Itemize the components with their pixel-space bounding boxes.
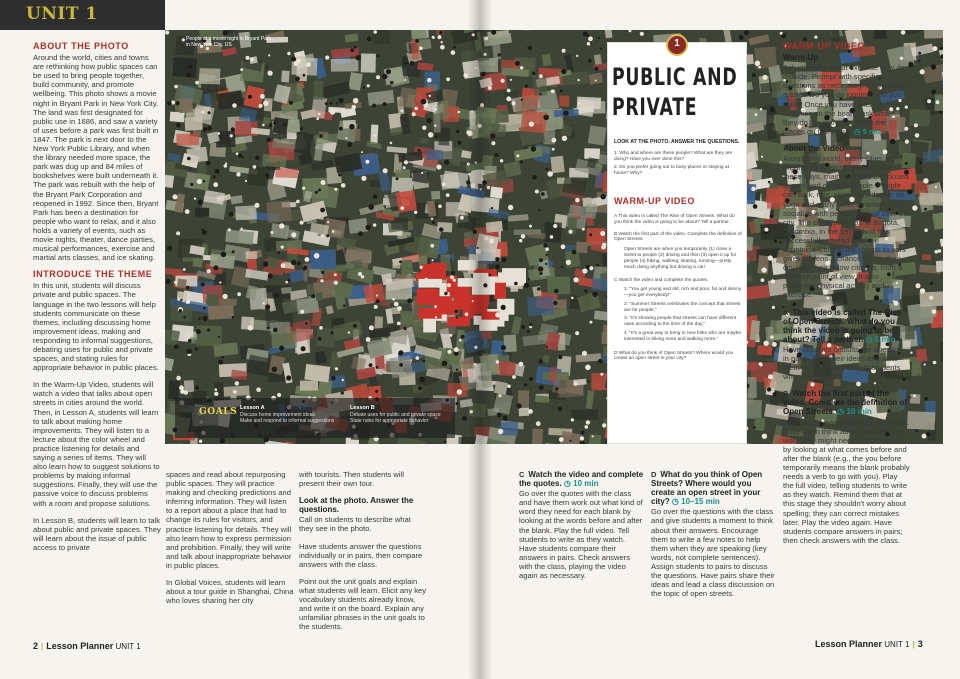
col2-p2: In Global Voices, students will learn about a tour guide in Shanghai, China who loves sharing her city [166, 578, 294, 606]
sb-look-head: LOOK AT THE PHOTO. ANSWER THE QUESTIONS. [614, 139, 740, 145]
sb-warmup-title: WARM-UP VIDEO [614, 196, 695, 206]
footer-right-unit: UNIT 1 [884, 640, 910, 649]
introduce-theme-p2: In the Warm-Up Video, students will watch a video that talks about open streets in cities around the world. Then, in Lesson A, students will learn to talk about making home improvements. They will listen to a lecture about the color wheel and practice listening for details and saying a series of items. They will also learn how to suggest solutions to problems by making informal suggestions. Finally, they will use the passive voice to discuss problems with a room and propose solutions. [33, 380, 160, 508]
sb-item-b-def: Open Streets are when you temporarily (1) close a street to people (2) driving and then (3) open it up for people (4) biking, walking, skating, running—pretty much doing anything but driving a car! [624, 247, 737, 270]
sb-quote-2: 2. "Summer Streets celebrates the concept that streets are for people." [624, 301, 741, 313]
goal-item: Discuss home improvement ideas [240, 412, 316, 418]
footer-left [33, 641, 141, 651]
footer-right-text: Lesson Planner [815, 639, 883, 649]
warmup-time: 5 min [862, 126, 883, 136]
clock-icon: ◷ [865, 334, 873, 344]
sb-quote-4: 4. "It's a great way to bring in new folks who are maybe interested in biking more and walking more." [624, 330, 742, 342]
book-gutter-shadow [468, 0, 492, 679]
sb-warmup-section [614, 214, 742, 362]
about-photo-text: Around the world, cities and towns are rethinking how public spaces can be used to bring people together, build community, and promote wellbeing. This photo shows a movie night in Bryant Park in New York City. The land was first designated for public use in 1686, and saw a variety of uses before a park was first built in 1847. The park is next door to the New York Public Library, and when the library needed more space, the park was dug up and 84 miles of bookshelves were built underneath it. The park was rebuilt with the help of the Bryant Park Corporation and reopened in 1992. Since then, Bryant Park has been a destination for people who want to relax, and it also holds a variety of events, such as movie nights, theater, dance parties, musical performances, exercise and martial arts classes, and ice skating. [33, 53, 159, 263]
clock-icon: ◷ [853, 126, 861, 136]
left-column-3 [299, 470, 427, 639]
footer-divider: | [912, 640, 915, 649]
col3-p0: with tourists. Then students will present their own tour. [299, 470, 404, 489]
photo-caption: People at a movie night in Bryant Park in New York City, US [186, 36, 272, 48]
title-line-2: PRIVATE [612, 93, 698, 121]
warmup-head: Warm-Up [783, 53, 819, 63]
title-line-1: PUBLIC AND [612, 63, 738, 91]
item-a-time: 5 min [874, 334, 896, 344]
goals-lesson-a-title: Lesson A [240, 405, 265, 411]
clock-icon: ◷ [563, 479, 571, 489]
left-column [33, 42, 161, 560]
right-column-d [651, 470, 776, 606]
sb-item-d: D What do you think of Open Streets? Where would you create an open street in your city? [614, 350, 734, 362]
item-letter-d: D [651, 470, 657, 479]
item-a-head-text: This video is called The Rise of Open Streets. What do you think the video is going to be about? Tell a partner. [783, 307, 902, 344]
col4-head [519, 470, 644, 488]
item-b-text: Go over the paragraph with the class. Have them think about what kind of word they might need in each blank by looking at what comes before and after the blank (e.g., the you before temporarily means the blank probably needs a verb to go with you). Play the full video, telling students to write as they watch. Remind them that at this stage they shouldn't worry about spelling; they can correct mistakes later. Play the video again. Have students compare answers in pairs; then check answers with the class. [783, 417, 910, 545]
col3-p2: Have students answer the questions individually or in pairs, then compare answers with the class. [299, 541, 423, 569]
goals-lesson-b-title: Lesson B [350, 405, 375, 411]
goal-item: State rules for appropriate behavior [350, 418, 429, 424]
about-video-head: About the Video [783, 143, 845, 153]
item-a-text: Have students discuss the question in pairs. Elicit their ideas and write them on the board to help students when they watch. [783, 344, 903, 382]
footer-right [815, 639, 923, 649]
goals-lesson-a [240, 405, 335, 424]
introduce-theme-p3: In Lesson B, students will learn to talk about public and private spaces. They will learn about the issue of public access to private [33, 515, 161, 552]
warmup-text-body: Ask students about exercise they do outside. Prompt with specific questions as necessary. Do you have a bike? Do you go jogging? Do you walk? Once you have a list of activities on the board, ask where they do the activities. Write the places on the board. [783, 63, 909, 136]
item-letter-a: A [783, 307, 789, 317]
col5-head [651, 470, 776, 506]
about-video-text: Around the world, many cities are organizing open street days. On these days, main avenues are closed to cars and open to people. People can walk, ride, skate, run, dance, do yoga and many other activities, and socialize with people from all over the city. The concept began in Bogotá, Colombia, in the 1970s and has successfully spread to other countries. Closing the streets to cars gives citizens a chance to see their city, and their fellow citizens, from a different point of view. It also promotes physical activity and exercise. [783, 154, 910, 300]
item-b-time: 10 min [846, 407, 872, 417]
introduce-theme-title: INTRODUCE THE THEME [33, 269, 153, 280]
col4-time: 10 min [573, 479, 599, 489]
sb-q2: 2. Do you prefer going out to busy places or staying at home? Why? [614, 165, 729, 177]
clock-icon: ◷ [837, 407, 845, 417]
sb-item-c: C Watch the video and complete the quotes. [614, 278, 709, 284]
left-column-2 [166, 470, 294, 613]
sb-quote-1: 1. "You get young and old, rich and poor, fat and skinny—you get everybody!" [624, 287, 742, 298]
goals-lesson-b [350, 405, 450, 424]
about-photo-title: ABOUT THE PHOTO [33, 41, 129, 51]
item-letter-b: B [783, 389, 789, 399]
col3-head: Look at the photo. Answer the questions. [299, 496, 414, 515]
item-a-head [783, 308, 910, 344]
clock-icon: ◷ [671, 497, 679, 507]
item-letter-c: C [519, 470, 525, 479]
unit-number: 1 [674, 38, 680, 49]
right-column-c [519, 470, 644, 588]
sb-quote-3: 3. "It's showing people that streets can have different uses according to the time of the day." [624, 316, 737, 328]
unit-label: UNIT 1 [26, 4, 98, 24]
footer-left-text: Lesson Planner [46, 641, 114, 651]
warmup-text [783, 63, 910, 136]
col5-time: 10–15 min [681, 497, 720, 507]
page-number-left: 2 [33, 641, 39, 651]
page-number-right: 3 [917, 639, 923, 649]
goals-title: GOALS [199, 407, 238, 417]
col5-text: Go over the questions with the class and give students a moment to think about their answers. Encourage them to write a few notes to help them when they are speaking (key words, not complete sentences). Assign students to pairs to discuss the questions. Have pairs share their ideas and lead a class discussion on the topic of open streets. [651, 507, 775, 599]
col4-text: Go over the quotes with the class and have them work out what kind of word they need for each blank by looking at the words before and after the blank. Play the full video. Tell students to write as they watch. Have students compare their answers in pairs. Check answers with the class, playing the video again as necessary. [519, 489, 643, 581]
footer-left-unit: UNIT 1 [115, 642, 141, 651]
col3-p3: Point out the unit goals and explain what students will learn. Elicit any key vocabulary students already know, and write it on the board. Explain any unfamiliar phrases in the unit goals to the students. [299, 576, 427, 632]
item-b-head [783, 389, 910, 416]
sb-q1: 1. Who and where are these people? What are they are doing? Have you ever done this? [614, 150, 733, 162]
col3-p1: Call on students to describe what they see in the photo. [299, 515, 411, 534]
introduce-theme-p1: In this unit, students will discuss private and public spaces. The language in the two lessons will help students communicate on these themes, including discussing home improvement ideas, making and responding to informal suggestions, debating uses for public and private spaces, and stating rules for appropriate behavior in public places. [33, 281, 159, 373]
warmup-video-title: WARM-UP VIDEO [783, 41, 866, 51]
goal-item: Make and respond to informal suggestions [240, 418, 335, 424]
col5-head-text: What do you think of Open Streets? Where would you create an open street in your city? [651, 470, 763, 507]
sb-item-b: B Watch the first part of the video. Complete the definition of Open Streets. [614, 231, 742, 243]
footer-divider: | [41, 642, 44, 651]
sb-look-section [614, 140, 742, 177]
col2-p1: spaces and read about repurposing public spaces. They will practice making and checking predictions and inferring information. They will listen to a report about a place that had to change its rules for visitors, and practice listening for details. They will also learn how to express permission and prohibition. Finally, they will write and talk about inappropriate behavior in public places. [166, 470, 292, 570]
student-book-title [612, 62, 742, 122]
goal-item: Debate uses for public and private space [350, 412, 441, 418]
item-b-head-text: Watch the first part of the video. Complete the definition of Open Streets. [783, 389, 907, 417]
sb-item-a: A This video is called The Rise of Open Streets. What do you think the video is going to be about? Tell a partner. [614, 214, 735, 225]
col4-head-text: Watch the video and complete the quotes. [519, 470, 644, 489]
right-column [783, 42, 910, 553]
